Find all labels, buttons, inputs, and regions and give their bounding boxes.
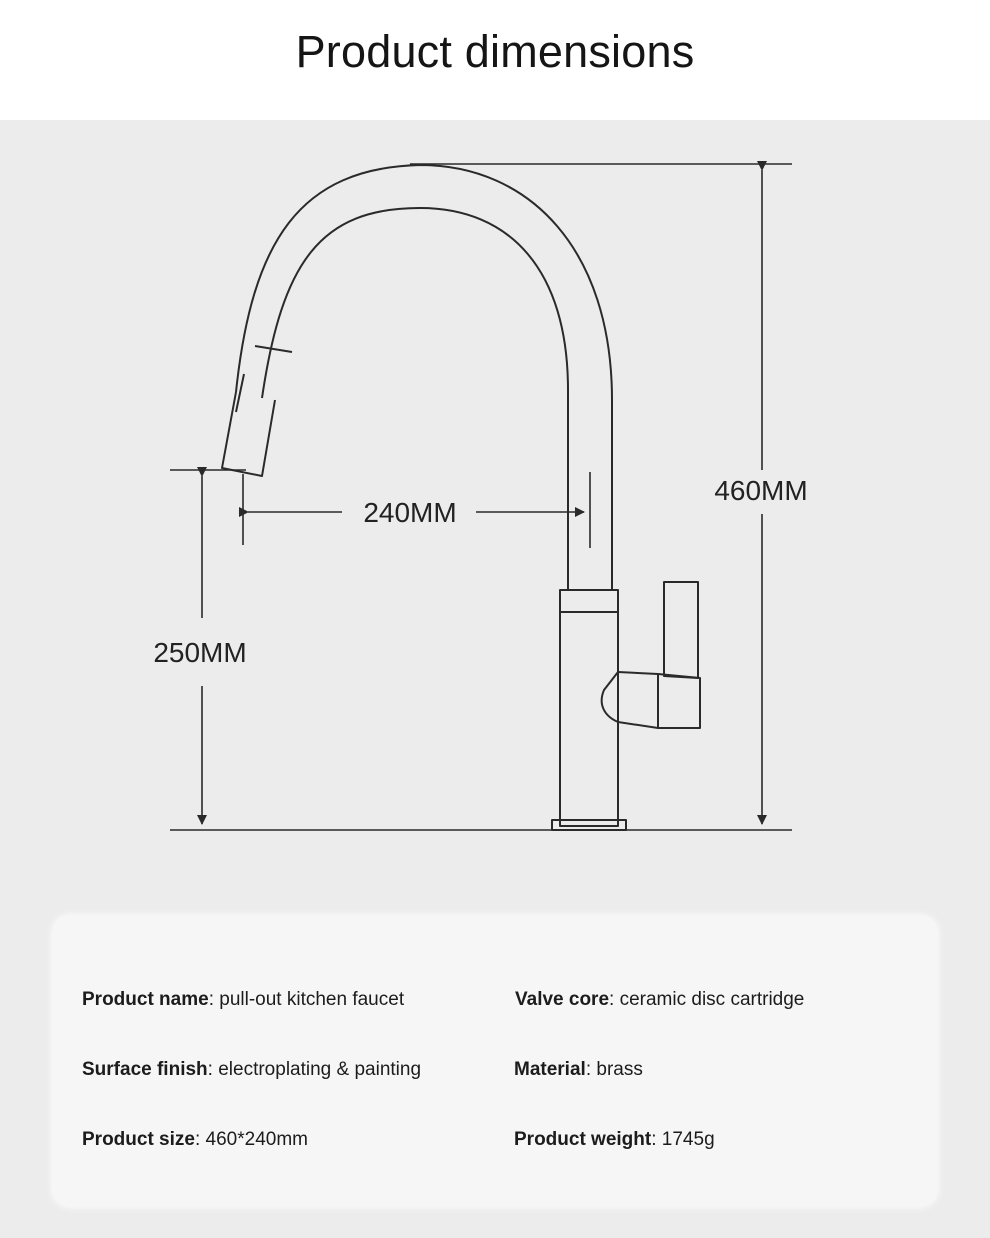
spec-colon: : [651, 1129, 662, 1150]
faucet-outline [222, 165, 700, 830]
reach-dimension-label: 240MM [363, 497, 457, 528]
spec-product-weight [514, 1129, 715, 1151]
spec-value: brass [596, 1059, 643, 1080]
spec-value: pull-out kitchen faucet [219, 989, 405, 1010]
spec-value: ceramic disc cartridge [619, 989, 805, 1010]
spec-colon: : [207, 1059, 219, 1080]
spec-colon: : [585, 1059, 597, 1080]
spec-label: Material [514, 1059, 586, 1080]
spec-value: 460*240mm [205, 1129, 308, 1150]
spec-surface-finish [82, 1059, 421, 1081]
spec-label: Product weight [514, 1129, 652, 1150]
spec-value: 1745g [661, 1129, 715, 1150]
page-title: Product dimensions [295, 26, 695, 77]
spec-colon: : [208, 989, 220, 1010]
spec-value: electroplating & painting [218, 1059, 422, 1080]
height-dimension-label: 460MM [714, 475, 808, 506]
spec-colon: : [194, 1129, 206, 1150]
spec-label: Valve core [515, 989, 610, 1010]
spec-valve-core [515, 989, 804, 1011]
spec-material [514, 1059, 643, 1081]
spec-colon: : [609, 989, 620, 1010]
spec-label: Product size [82, 1129, 195, 1150]
spec-label: Surface finish [82, 1059, 208, 1080]
spec-product-name [82, 989, 404, 1011]
dimension-lines [170, 164, 792, 830]
spec-product-size [82, 1129, 308, 1151]
specs-card [52, 915, 938, 1207]
spout-height-dimension-label: 250MM [153, 637, 247, 668]
spec-label: Product name [82, 989, 209, 1010]
